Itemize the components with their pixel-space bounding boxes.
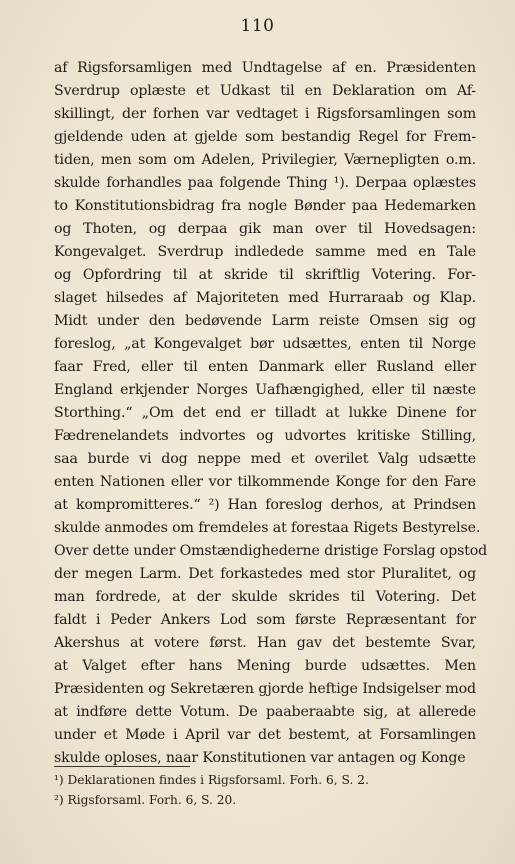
text-line: skulde anmodes om fremdeles at forestaa Rigets Bestyrelse. (54, 520, 481, 536)
text-line: gjeldende uden at gjelde som bestandig Regel for Frem- (54, 129, 476, 145)
text-line: enten Nationen eller vor tilkommende Konge for den Fare (54, 474, 476, 490)
footnote-divider (54, 766, 190, 767)
text-line: to Konstitutionsbidrag fra nogle Bønder paa Hedemarken (54, 198, 476, 214)
text-line: Akershus at votere først. Han gav det bestemte Svar, (54, 635, 476, 651)
text-line: England erkjender Norges Uafhængighed, eller til næste (54, 382, 476, 398)
footnotes (54, 770, 476, 810)
text-line: Over dette under Omstændighederne dristige Forslag opstod (54, 543, 488, 559)
text-line: Storthing.“ „Om det end er tilladt at lukke Dinene for (54, 405, 476, 421)
text-line: slaget hilsedes af Majoriteten med Hurraraab og Klap. (54, 290, 476, 306)
text-line: faar Fred, eller til enten Danmark eller Rusland eller (54, 359, 476, 375)
text-line: skillingt, der forhen var vedtaget i Rigsforsamlingen som (54, 106, 476, 122)
text-line: Kongevalget. Sverdrup indledede samme med en Tale (54, 244, 476, 260)
text-line: og Thoten, og derpaa gik man over til Hovedsagen: (54, 221, 476, 237)
text-line: saa burde vi dog neppe med et overilet Valg udsætte (54, 451, 476, 467)
text-line: skulde forhandles paa folgende Thing ¹). Derpaa oplæstes (54, 175, 476, 191)
text-line: Præsidenten og Sekretæren gjorde heftige Indsigelser mod (54, 681, 476, 697)
text-line: tiden, men som om Adelen, Privilegier, Værnepligten o.m. (54, 152, 476, 168)
text-line: skulde oploses, naar Konstitutionen var antagen og Konge (54, 750, 466, 766)
text-line: af Rigsforsamligen med Undtagelse af en. Præsidenten (54, 60, 476, 76)
text-line: at kompromitteres.“ ²) Han foreslog derhos, at Prindsen (54, 497, 476, 513)
text-line: at Valget efter hans Mening burde udsættes. Men (54, 658, 476, 674)
text-line: Sverdrup oplæste et Udkast til en Deklaration om Af- (54, 83, 476, 99)
text-line: Fædrenelandets indvortes og udvortes kritiske Stilling, (54, 428, 476, 444)
body-text (54, 57, 488, 770)
text-line: at indføre dette Votum. De paaberaabte sig, at allerede (54, 704, 476, 720)
text-line: og Opfordring til at skride til skriftlig Votering. For- (54, 267, 476, 283)
text-line: man fordrede, at der skulde skrides til Votering. Det (54, 589, 476, 605)
page-number: 110 (240, 16, 275, 36)
footnote: ¹) Deklarationen findes i Rigsforsaml. Forh. 6, S. 2. (54, 773, 369, 787)
text-line: foreslog, „at Kongevalget bør udsættes, enten til Norge (54, 336, 476, 352)
footnote: ²) Rigsforsaml. Forh. 6, S. 20. (54, 793, 237, 807)
text-line: der megen Larm. Det forkastedes med stor Pluralitet, og (54, 566, 476, 582)
text-line: under et Møde i April var det bestemt, at Forsamlingen (54, 727, 476, 743)
text-line: Midt under den bedøvende Larm reiste Omsen sig og (54, 313, 476, 329)
text-line: faldt i Peder Ankers Lod som første Repræsentant for (54, 612, 476, 628)
